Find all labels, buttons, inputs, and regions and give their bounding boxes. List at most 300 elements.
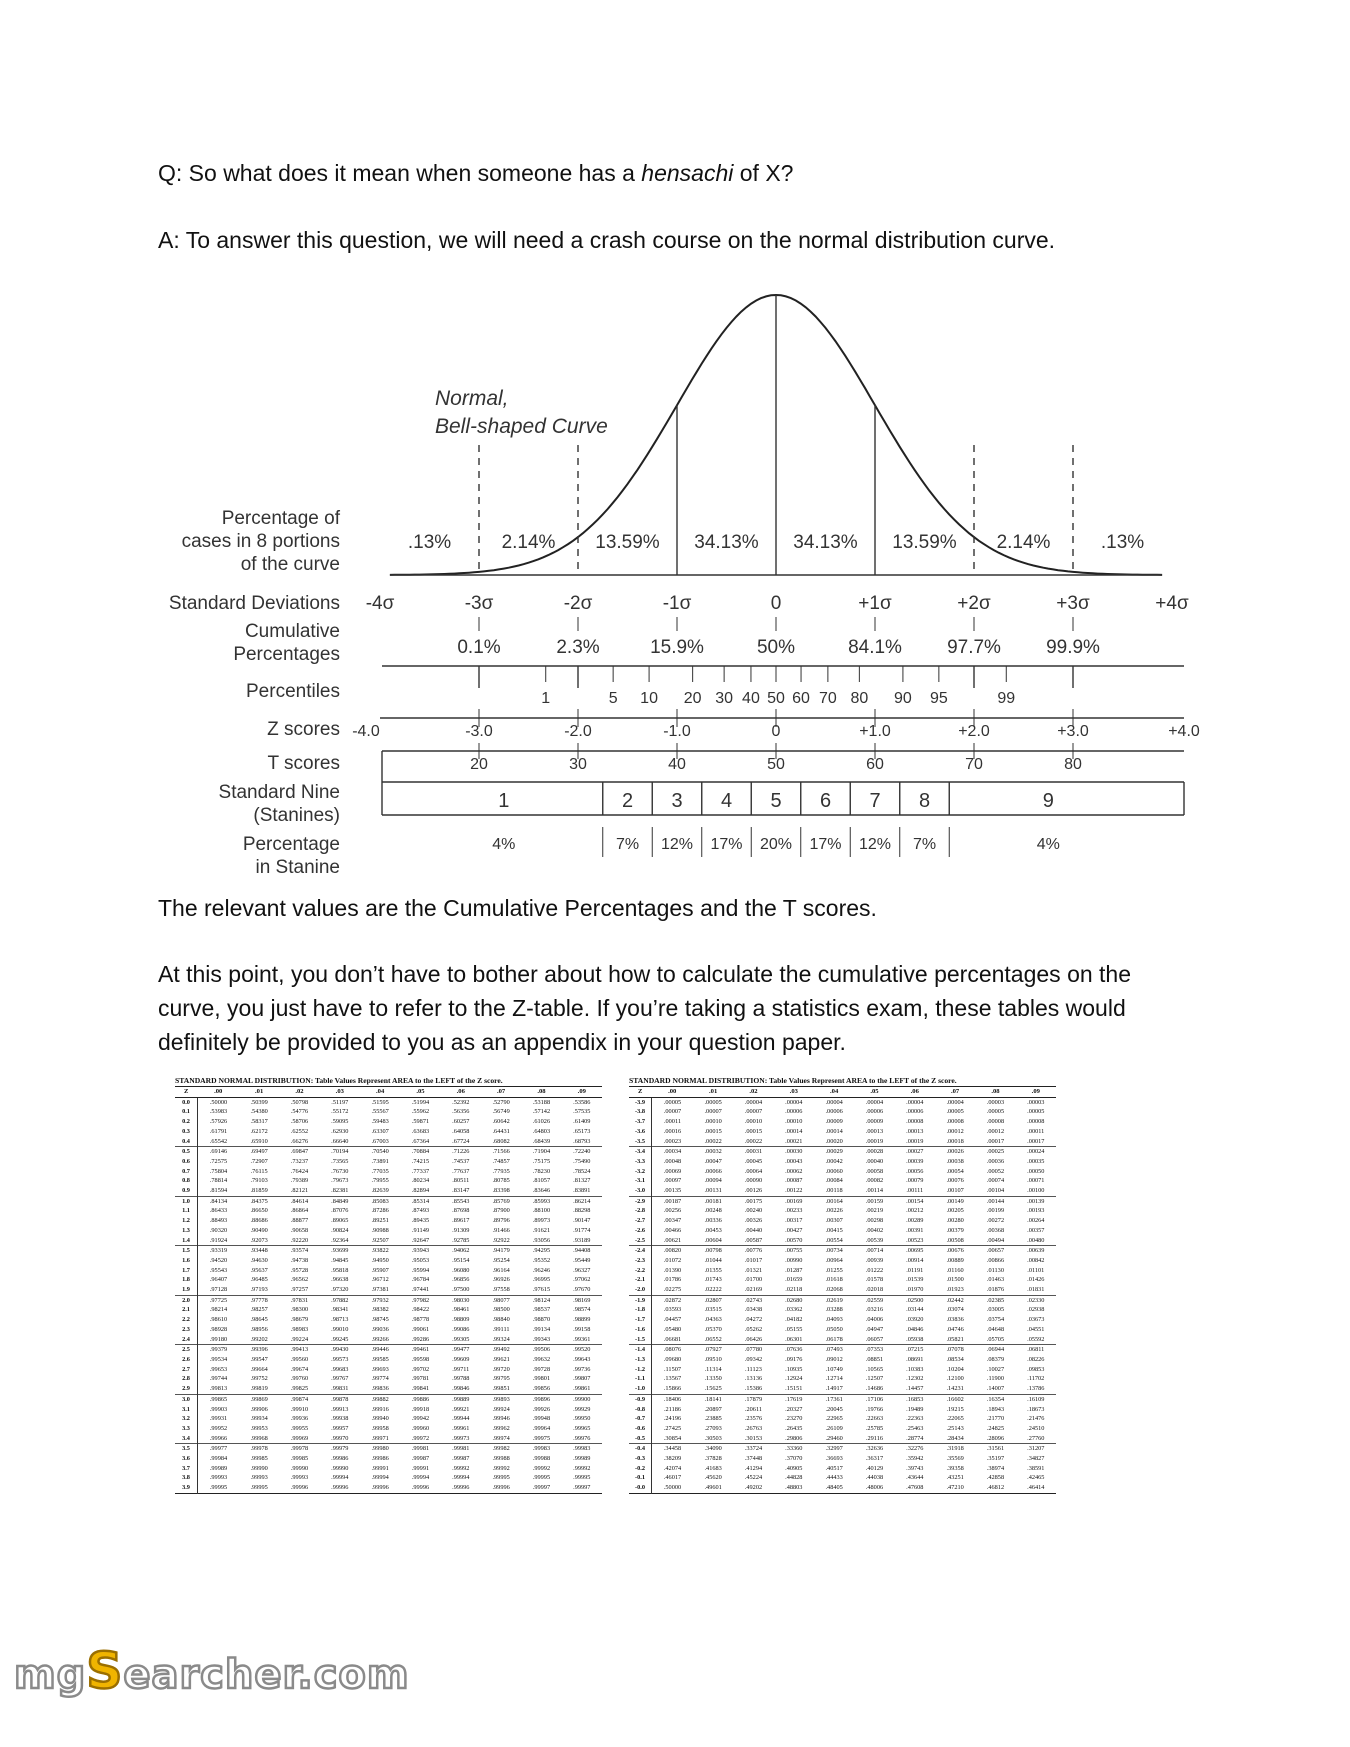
- stanine-percentage: 12%: [858, 836, 892, 853]
- z-table-cell: .99202: [250, 1335, 268, 1343]
- t-score-value: 70: [965, 756, 983, 773]
- z-table-row: [629, 1384, 1056, 1394]
- z-table-cell: .01463: [986, 1276, 1005, 1284]
- z-table-cell: .26109: [825, 1424, 843, 1432]
- z-table-cell: .99913: [331, 1405, 349, 1413]
- z-table-cell: .97932: [360, 1295, 400, 1305]
- z-table-cell: .10749: [825, 1365, 843, 1373]
- z-table-row: [175, 1305, 602, 1315]
- z-table-cell: .00043: [785, 1157, 803, 1165]
- z-table-cell: .06301: [785, 1335, 803, 1343]
- z-table-z-value: 0.5: [175, 1147, 198, 1157]
- z-table-cell: .00326: [744, 1217, 763, 1225]
- z-table-cell: .02169: [744, 1286, 763, 1294]
- z-table-cell: .72240: [562, 1147, 602, 1157]
- z-table-cell: .61409: [573, 1118, 591, 1126]
- z-table-z-value: -1.2: [629, 1365, 652, 1375]
- z-table-cell: .08691: [906, 1355, 924, 1363]
- z-table-cell: .00415: [825, 1226, 843, 1234]
- z-table-cell: .99573: [331, 1355, 349, 1363]
- z-table-cell: .00466: [663, 1226, 682, 1234]
- z-table-cell: .00639: [1016, 1246, 1056, 1256]
- z-table-cell: .06426: [744, 1335, 763, 1343]
- t-score-value: 40: [668, 756, 686, 773]
- z-table-cell: .90320: [209, 1226, 228, 1234]
- stanine-number: 8: [918, 790, 931, 812]
- z-table-cell: .02559: [854, 1295, 894, 1305]
- z-table-cell: .00017: [986, 1137, 1005, 1145]
- z-table-cell: .00006: [906, 1108, 924, 1116]
- z-table-cell: .15866: [663, 1385, 682, 1393]
- z-table-cell: .48803: [785, 1484, 803, 1492]
- z-table-z-value: 0.2: [175, 1117, 198, 1127]
- z-table-cell: .07927: [693, 1345, 733, 1355]
- z-table-cell: .08226: [1027, 1355, 1045, 1363]
- z-table-cell: .50399: [250, 1098, 268, 1106]
- z-table-cell: .38974: [986, 1464, 1005, 1472]
- z-table-cell: .98300: [290, 1306, 309, 1314]
- z-table-cell: .00013: [865, 1127, 884, 1135]
- z-table-cell: .01923: [946, 1286, 964, 1294]
- z-table-cell: .99986: [371, 1455, 389, 1463]
- z-table-cell: .48006: [865, 1484, 884, 1492]
- z-table-row: [629, 1483, 1056, 1493]
- z-table-cell: .37448: [744, 1455, 763, 1463]
- z-table-row: [629, 1097, 1056, 1107]
- z-table-cell: .00964: [825, 1256, 843, 1264]
- z-table-cell: .99988: [532, 1455, 551, 1463]
- z-table-cell: .00027: [895, 1147, 935, 1157]
- z-table-cell: .99477: [441, 1345, 481, 1355]
- z-table-cell: .99609: [452, 1355, 470, 1363]
- z-table-cell: .95818: [331, 1266, 349, 1274]
- z-table-cell: .99996: [411, 1484, 430, 1492]
- z-table-cell: .00071: [1027, 1177, 1045, 1185]
- z-table-cell: .64058: [452, 1127, 470, 1135]
- z-table-cell: .00054: [946, 1167, 964, 1175]
- z-table-cell: .83646: [532, 1187, 551, 1195]
- portion-percentage: 34.13%: [793, 532, 858, 553]
- z-table-cell: .67003: [371, 1137, 389, 1145]
- cumulative-percentage: 15.9%: [650, 637, 704, 658]
- percentile-value: 20: [683, 690, 702, 707]
- z-table-cell: .76115: [250, 1167, 268, 1175]
- z-table-cell: .03836: [946, 1316, 964, 1324]
- z-table-cell: .44828: [785, 1474, 803, 1482]
- z-table-cell: .96485: [250, 1276, 268, 1284]
- z-table-row: [175, 1345, 602, 1355]
- z-table-column-header: .01: [239, 1087, 279, 1098]
- z-table-cell: .84849: [320, 1196, 360, 1206]
- z-table-cell: .09680: [663, 1355, 682, 1363]
- stanine-number: 7: [869, 790, 881, 812]
- z-table-cell: .00164: [814, 1196, 854, 1206]
- z-table-cell: .04947: [865, 1325, 884, 1333]
- z-table-cell: .99893: [481, 1394, 521, 1404]
- z-table-cell: .02872: [652, 1295, 693, 1305]
- z-table-cell: .76424: [290, 1167, 309, 1175]
- z-table-cell: .00038: [946, 1157, 964, 1165]
- z-table-cell: .99992: [452, 1464, 470, 1472]
- z-table-cell: .03754: [986, 1316, 1005, 1324]
- z-table-row: [175, 1196, 602, 1206]
- z-table-cell: .99906: [250, 1405, 268, 1413]
- z-table-cell: .32636: [854, 1444, 894, 1454]
- z-table-cell: .16853: [895, 1394, 935, 1404]
- z-table-z-value: 1.2: [175, 1216, 198, 1226]
- z-table-cell: .99836: [371, 1385, 389, 1393]
- z-table-cell: .04551: [1027, 1325, 1045, 1333]
- std-dev-label: -4σ: [365, 593, 395, 614]
- z-table-cell: .28774: [906, 1434, 924, 1442]
- z-table-cell: .20611: [744, 1405, 763, 1413]
- z-table-cell: .01578: [865, 1276, 884, 1284]
- z-table-cell: .00307: [825, 1217, 843, 1225]
- stanine-number: 4: [720, 790, 733, 812]
- z-table-cell: .00074: [986, 1177, 1005, 1185]
- z-table-row: [175, 1107, 602, 1117]
- z-table-column-header: .07: [481, 1087, 521, 1098]
- z-table-cell: .98030: [441, 1295, 481, 1305]
- z-table-cell: .06811: [1016, 1345, 1056, 1355]
- z-table-row: [629, 1167, 1056, 1177]
- z-table-z-value: 3.6: [175, 1454, 198, 1464]
- z-table-cell: .32997: [814, 1444, 854, 1454]
- z-table-cell: .00368: [986, 1226, 1005, 1234]
- z-table-cell: .29116: [865, 1434, 883, 1442]
- z-table-z-value: 0.6: [175, 1157, 198, 1167]
- z-table-cell: .00233: [785, 1207, 803, 1215]
- z-table-cell: .92073: [250, 1236, 268, 1244]
- z-table-cell: .01390: [663, 1266, 682, 1274]
- z-table-cell: .01255: [825, 1266, 843, 1274]
- z-table-z-value: 2.0: [175, 1295, 198, 1305]
- z-table-cell: .28096: [986, 1434, 1005, 1442]
- z-table-cell: .99994: [371, 1474, 389, 1482]
- z-table-z-value: -0.5: [629, 1434, 652, 1444]
- z-table-cell: .54380: [250, 1108, 268, 1116]
- z-table-cell: .00379: [946, 1226, 964, 1234]
- z-table-cell: .30503: [704, 1434, 722, 1442]
- z-table-cell: .00005: [946, 1108, 964, 1116]
- z-table-cell: .99245: [331, 1335, 349, 1343]
- z-table-cell: .99994: [411, 1474, 430, 1482]
- z-table-cell: .71566: [481, 1147, 521, 1157]
- z-table-cell: .44433: [825, 1474, 843, 1482]
- z-table-cell: .99983: [521, 1444, 561, 1454]
- z-table-cell: .99379: [198, 1345, 239, 1355]
- z-table-cell: .34458: [652, 1444, 693, 1454]
- z-table-row: [175, 1216, 602, 1226]
- z-table-cell: .99846: [452, 1385, 470, 1393]
- z-table-cell: .97320: [331, 1286, 349, 1294]
- z-table-cell: .99972: [411, 1434, 430, 1442]
- z-table-row: [175, 1236, 602, 1246]
- z-table-cell: .00004: [865, 1098, 884, 1106]
- z-table-cell: .88493: [209, 1217, 228, 1225]
- z-table-z-value: 3.8: [175, 1473, 198, 1483]
- z-table-cell: .00126: [744, 1187, 763, 1195]
- z-table-cell: .17106: [854, 1394, 894, 1404]
- z-table-cell: .98778: [411, 1316, 430, 1324]
- z-table-cell: .85083: [360, 1196, 400, 1206]
- z-table-cell: .57926: [209, 1118, 228, 1126]
- z-table-row: [175, 1266, 602, 1276]
- z-table-cell: .00798: [693, 1246, 733, 1256]
- z-table-cell: .66276: [290, 1137, 309, 1145]
- z-table-column-header: .02: [279, 1087, 319, 1098]
- row-label-percentiles: Percentiles: [246, 681, 340, 702]
- z-table-cell: .00240: [744, 1207, 763, 1215]
- z-table-cell: .55567: [371, 1108, 389, 1116]
- z-table-cell: .99991: [371, 1464, 389, 1472]
- z-table-cell: .16109: [1016, 1394, 1056, 1404]
- portion-percentage: 34.13%: [694, 532, 759, 553]
- z-table-cell: .92364: [331, 1236, 349, 1244]
- portion-percentage: 2.14%: [996, 532, 1051, 553]
- z-table-cell: .07780: [733, 1345, 773, 1355]
- z-table-cell: .00014: [785, 1127, 803, 1135]
- z-table-cell: .95154: [452, 1256, 470, 1264]
- z-table-cell: .00842: [1027, 1256, 1045, 1264]
- z-table-cell: .21186: [663, 1405, 682, 1413]
- z-table-cell: .00889: [946, 1256, 964, 1264]
- percentile-value: 30: [715, 690, 734, 707]
- z-table-cell: .12302: [906, 1375, 924, 1383]
- z-table-cell: .11507: [663, 1365, 682, 1373]
- stanine-number: 6: [819, 790, 832, 812]
- z-table-cell: .02619: [814, 1295, 854, 1305]
- z-table-z-value: -1.1: [629, 1374, 652, 1384]
- z-table-cell: .99992: [573, 1464, 591, 1472]
- z-table-cell: .81057: [532, 1177, 551, 1185]
- z-table-cell: .45224: [744, 1474, 763, 1482]
- z-table-cell: .00007: [744, 1108, 763, 1116]
- z-table-cell: .96562: [290, 1276, 309, 1284]
- z-table-row: [175, 1483, 602, 1493]
- z-table-cell: .16602: [935, 1394, 975, 1404]
- z-table-cell: .14007: [986, 1385, 1005, 1393]
- z-table-cell: .00621: [663, 1236, 682, 1244]
- z-table-cell: .99788: [452, 1375, 470, 1383]
- paragraph-relevant-values: The relevant values are the Cumulative Percentages and the T scores.: [158, 895, 877, 921]
- z-table-cell: .99896: [521, 1394, 561, 1404]
- z-table-cell: .00032: [693, 1147, 733, 1157]
- z-table-cell: .99878: [320, 1394, 360, 1404]
- z-table-cell: .00107: [946, 1187, 964, 1195]
- z-table-cell: .79673: [331, 1177, 349, 1185]
- z-table-row: [175, 1374, 602, 1384]
- z-table-z-value: -0.8: [629, 1405, 652, 1415]
- z-table-cell: .00066: [704, 1167, 722, 1175]
- z-table-cell: .52392: [452, 1098, 470, 1106]
- z-table-row: [175, 1167, 602, 1177]
- z-table-cell: .99180: [209, 1335, 228, 1343]
- z-table-cell: .99621: [492, 1355, 510, 1363]
- z-table-cell: .99865: [198, 1394, 239, 1404]
- z-table-row: [629, 1464, 1056, 1474]
- percentile-value: 60: [792, 690, 810, 707]
- z-table-cell: .00076: [946, 1177, 964, 1185]
- z-table-cell: .01618: [825, 1276, 843, 1284]
- z-table-cell: .99547: [250, 1355, 268, 1363]
- z-table-cell: .00175: [733, 1196, 773, 1206]
- z-table-row: [629, 1345, 1056, 1355]
- z-table-cell: .90988: [371, 1226, 389, 1234]
- z-table-z-value: 2.9: [175, 1384, 198, 1394]
- z-table-cell: .39358: [946, 1464, 964, 1472]
- std-dev-label: +3σ: [1056, 593, 1090, 614]
- z-table-cell: .00657: [975, 1246, 1015, 1256]
- z-table-cell: .99978: [279, 1444, 319, 1454]
- z-table-negative-title: STANDARD NORMAL DISTRIBUTION: Table Values Represent AREA to the LEFT of the Z score.: [629, 1076, 957, 1085]
- z-table-cell: .00004: [946, 1098, 964, 1106]
- z-table-cell: .99976: [573, 1434, 591, 1442]
- std-dev-label: -2σ: [563, 593, 593, 614]
- z-table-cell: .00131: [704, 1187, 722, 1195]
- z-table-cell: .00144: [975, 1196, 1015, 1206]
- z-table-cell: .74215: [411, 1157, 430, 1165]
- z-table-row: [629, 1117, 1056, 1127]
- z-table-cell: .97831: [279, 1295, 319, 1305]
- z-table-cell: .92220: [290, 1236, 309, 1244]
- z-table-cell: .61026: [532, 1118, 551, 1126]
- z-table-cell: .99598: [411, 1355, 430, 1363]
- z-table-cell: .98679: [290, 1316, 309, 1324]
- z-table-cell: .12924: [785, 1375, 803, 1383]
- z-table-cell: .00939: [865, 1256, 884, 1264]
- stanine-number: 3: [671, 790, 683, 812]
- z-score-value: +4.0: [1168, 723, 1200, 740]
- logo-text-pre: mg: [14, 1652, 87, 1698]
- z-table-cell: .87900: [492, 1207, 510, 1215]
- z-table-cell: .98870: [532, 1316, 551, 1324]
- z-table-z-value: 3.1: [175, 1405, 198, 1415]
- z-table-cell: .77337: [411, 1167, 430, 1175]
- z-table-z-value: -2.8: [629, 1206, 652, 1216]
- z-table-cell: .12507: [865, 1375, 884, 1383]
- z-table-z-value: -0.0: [629, 1483, 652, 1493]
- stanine-percentage: 17%: [710, 836, 743, 853]
- z-table-row: [629, 1196, 1056, 1206]
- z-table-cell: .96784: [411, 1276, 430, 1284]
- z-table-cell: .22965: [825, 1415, 843, 1423]
- z-table-cell: .94630: [250, 1256, 268, 1264]
- z-table-cell: .99946: [492, 1415, 510, 1423]
- row-label-cumulative-percentages: Percentages: [233, 644, 340, 665]
- z-table-cell: .41294: [744, 1464, 763, 1472]
- z-table-cell: .60257: [452, 1118, 470, 1126]
- z-table-cell: .06178: [825, 1335, 843, 1343]
- z-table-cell: .38209: [663, 1455, 682, 1463]
- z-table-row: [629, 1285, 1056, 1295]
- z-table-cell: .99995: [492, 1474, 510, 1482]
- z-table-cell: .79103: [250, 1177, 268, 1185]
- z-table-cell: .99990: [290, 1464, 309, 1472]
- z-table-cell: .99728: [532, 1365, 551, 1373]
- z-table-cell: .86864: [290, 1207, 309, 1215]
- z-table-z-value: -1.4: [629, 1345, 652, 1355]
- z-table-cell: .00193: [1027, 1207, 1045, 1215]
- z-table-cell: .99900: [562, 1394, 602, 1404]
- z-table-cell: .99111: [492, 1325, 510, 1333]
- z-table-z-value: -1.9: [629, 1295, 652, 1305]
- z-table-cell: .99693: [371, 1365, 389, 1373]
- z-table-cell: .05938: [906, 1335, 924, 1343]
- z-table-cell: .00154: [895, 1196, 935, 1206]
- z-table-cell: .99841: [411, 1385, 430, 1393]
- z-table-cell: .02118: [785, 1286, 803, 1294]
- z-table-cell: .99962: [492, 1424, 510, 1432]
- z-table-z-value: -1.6: [629, 1325, 652, 1335]
- z-table-cell: .27093: [704, 1424, 722, 1432]
- z-table-cell: .82121: [290, 1187, 309, 1195]
- z-table-cell: .97725: [198, 1295, 239, 1305]
- z-table-cell: .82381: [331, 1187, 349, 1195]
- z-table-cell: .99674: [290, 1365, 309, 1373]
- z-table-cell: .00264: [1027, 1217, 1045, 1225]
- z-table-cell: .99086: [452, 1325, 470, 1333]
- z-table-cell: .99958: [371, 1424, 389, 1432]
- z-table-cell: .82894: [411, 1187, 430, 1195]
- z-table-cell: .88100: [532, 1207, 551, 1215]
- z-table-cell: .09342: [744, 1355, 763, 1363]
- z-score-value: -1.0: [663, 723, 691, 740]
- z-table-cell: .76730: [331, 1167, 349, 1175]
- z-table-cell: .99720: [492, 1365, 510, 1373]
- z-table-cell: .99971: [371, 1434, 389, 1442]
- z-table-cell: .90147: [573, 1217, 591, 1225]
- z-table-cell: .70194: [320, 1147, 360, 1157]
- portion-percentage: 13.59%: [892, 532, 957, 553]
- z-table-cell: .67724: [452, 1137, 470, 1145]
- z-table-cell: .03673: [1027, 1316, 1045, 1324]
- z-table-cell: .00280: [946, 1217, 964, 1225]
- z-table-row: [175, 1365, 602, 1375]
- z-table-cell: .22363: [906, 1415, 924, 1423]
- z-table-cell: .19215: [946, 1405, 964, 1413]
- z-table-cell: .00317: [785, 1217, 803, 1225]
- z-table-cell: .71904: [521, 1147, 561, 1157]
- z-table-cell: .03438: [744, 1306, 763, 1314]
- z-table-row: [175, 1226, 602, 1236]
- z-table-cell: .29460: [825, 1434, 843, 1442]
- z-table-cell: .00005: [1027, 1108, 1045, 1116]
- z-table-cell: .00012: [986, 1127, 1005, 1135]
- z-table-cell: .01500: [946, 1276, 964, 1284]
- z-table-cell: .47608: [906, 1484, 924, 1492]
- std-dev-label: +1σ: [858, 593, 892, 614]
- z-table-cell: .21770: [986, 1415, 1005, 1423]
- z-table-row: [629, 1374, 1056, 1384]
- z-table-cell: .04457: [663, 1316, 682, 1324]
- t-score-value: 30: [569, 756, 587, 773]
- z-table-cell: .99942: [411, 1415, 430, 1423]
- z-table-cell: .57535: [573, 1108, 591, 1116]
- z-table-positive-grid: [175, 1086, 602, 1494]
- z-table-cell: .70884: [400, 1147, 440, 1157]
- z-table-cell: .99966: [209, 1434, 228, 1442]
- z-table-cell: .00122: [785, 1187, 803, 1195]
- z-table-row: [629, 1414, 1056, 1424]
- z-table-cell: .94295: [521, 1246, 561, 1256]
- z-table-cell: .01876: [986, 1286, 1005, 1294]
- z-table-row: [629, 1394, 1056, 1404]
- z-table-cell: .00079: [906, 1177, 924, 1185]
- z-table-cell: .00159: [854, 1196, 894, 1206]
- t-score-value: 60: [866, 756, 884, 773]
- z-table-z-value: -3.8: [629, 1107, 652, 1117]
